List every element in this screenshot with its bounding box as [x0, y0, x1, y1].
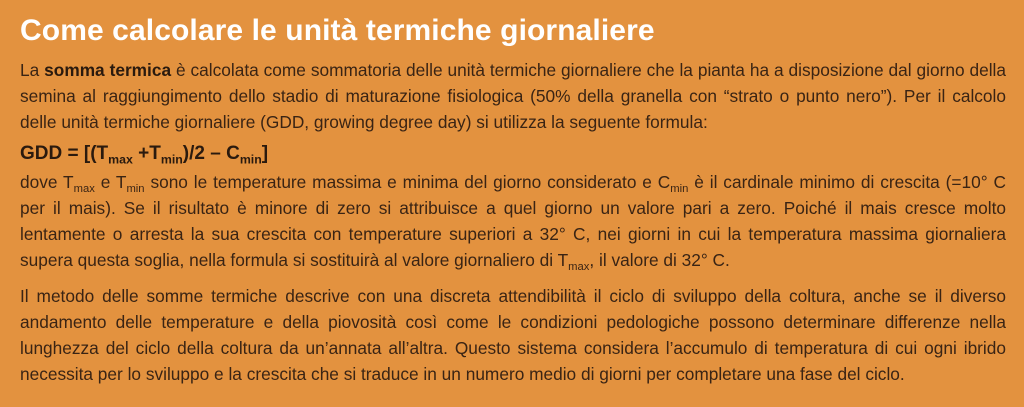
formula-subscript: min	[239, 152, 262, 167]
formula-part: +T	[132, 143, 161, 164]
method-paragraph: Il metodo delle somme termiche descrive con una discreta attendibilità il ciclo di sviluppo della coltura, anche se il diverso andamento delle temperature e della piovosità così come le condizioni pedologiche possono determinare differenze nella lunghezza del ciclo della coltura da un’annata all’altra. Questo sistema considera l’accumulo di temperatura di cui ogni ibrido necessita per lo sviluppo e la crescita che si traduce in un numero medio di giorni per completare una fase del ciclo.	[20, 286, 1006, 384]
formula-part: GDD = [(T	[20, 143, 109, 164]
formula-part: ]	[261, 143, 269, 164]
explanation-subscript: max	[568, 260, 590, 273]
formula-part: )/2 – C	[182, 143, 240, 164]
intro-paragraph	[20, 57, 1006, 135]
explanation-subscript: min	[126, 182, 145, 195]
explanation-subscript: max	[73, 182, 95, 195]
formula-subscript: max	[108, 152, 133, 167]
formula-subscript: min	[160, 152, 183, 167]
term-somma-termica: somma termica	[44, 60, 172, 80]
section-title: Come calcolare le unità termiche giornaliere	[20, 14, 655, 47]
explanation-text: sono le temperature massima e minima del giorno considerato e C	[144, 172, 671, 192]
explanation-subscript: min	[670, 182, 689, 195]
formula-explanation-paragraph	[20, 169, 1006, 273]
gdd-formula	[20, 139, 1006, 169]
intro-text: è calcolata come sommatoria delle unità termiche giornaliere che la pianta ha a disposizione dal giorno della semina al raggiungimento dello stadio di maturazione fisiologica (50% della granella con “strato o punto nero”). Per il calcolo delle unità termiche giornaliere (GDD, growing degree day) si utilizza la seguente formula:	[20, 60, 1007, 132]
explanation-text: e T	[94, 172, 127, 192]
explanation-text: , il valore di 32° C.	[589, 250, 730, 270]
intro-prefix: La	[20, 60, 45, 80]
explanation-text: dove T	[20, 172, 74, 192]
explanation-text: è il cardinale minimo di crescita (=10° C per il mais). Se il risultato è minore di zero si attribuisce a quel giorno un valore pari a zero. Poiché il mais cresce molto lentamente o arresta la sua crescita con temperature superiori a 32° C, nei giorni in cui la temperatura massima giornaliera supera questa soglia, nella formula si sostituirà al valore giornaliero di T	[20, 172, 1006, 270]
